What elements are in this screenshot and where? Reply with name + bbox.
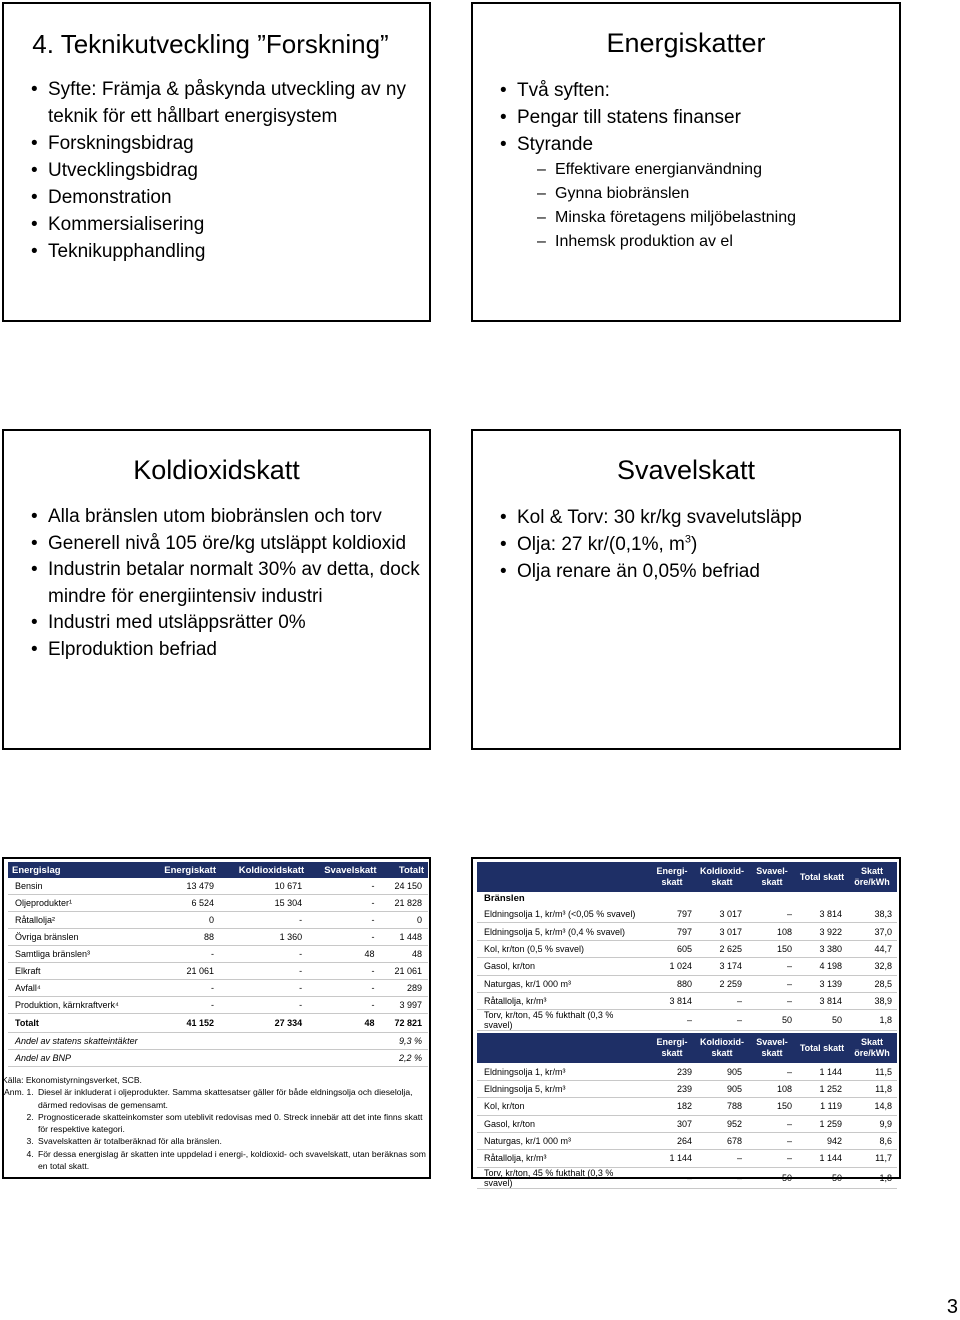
table-cell: 239: [647, 1080, 697, 1097]
table-cell: 8,6: [847, 1132, 897, 1149]
annotations: [4, 1086, 429, 1172]
table-cell: –: [747, 1150, 797, 1167]
table-cell: -: [220, 946, 308, 963]
revenue-table: [8, 862, 428, 1067]
table-cell: Andel av BNP: [8, 1050, 381, 1067]
table-cell: 37,0: [847, 923, 897, 940]
table-header-row: [8, 862, 428, 878]
table-cell: -: [220, 980, 308, 997]
table-row: [8, 963, 428, 980]
table-cell: -: [308, 963, 380, 980]
table-cell: 3 814: [797, 992, 847, 1009]
table-cell: -: [148, 946, 220, 963]
bullet-list: [497, 77, 899, 254]
table-cell: Elkraft: [8, 963, 148, 980]
table-cell: 44,7: [847, 940, 897, 957]
bullet-list: [28, 76, 429, 265]
bullet: • Syfte: Främja & påskynda utveckling av ny teknik för ett hållbart energisystem: [28, 76, 429, 130]
table-cell: Torv, kr/ton, 45 % fukthalt (0,3 % svavel): [477, 1167, 647, 1188]
table-cell: 1 144: [647, 1150, 697, 1167]
table-cell: Torv, kr/ton, 45 % fukthalt (0,3 % svavel): [477, 1010, 647, 1031]
column-header: Total skatt: [799, 1042, 845, 1053]
table-cell: Oljeprodukter¹: [8, 895, 148, 912]
table-cell: –: [747, 975, 797, 992]
table-cell: -: [308, 895, 380, 912]
table-cell: 239: [647, 1063, 697, 1080]
bullet: • Teknikupphandling: [28, 238, 429, 265]
table-row: [8, 946, 428, 963]
table-header-row: [477, 862, 897, 892]
table-cell: 14,8: [847, 1098, 897, 1115]
table-cell: 38,9: [847, 992, 897, 1009]
table-cell: 3 017: [697, 923, 747, 940]
table-cell: –: [747, 906, 797, 923]
table-cell: 2 259: [697, 975, 747, 992]
bullet: • Industrin betalar normalt 30% av detta, dock mindre för energiintensiv industri: [28, 557, 429, 610]
table-cell: 264: [647, 1132, 697, 1149]
sub-bullet: – Minska företagens miljöbelastning: [497, 206, 899, 230]
bullet-text: Olja: 27 kr/(0,1%, m: [517, 534, 685, 555]
table-cell: 307: [647, 1115, 697, 1132]
table-row: [8, 912, 428, 929]
table-cell: 32,8: [847, 958, 897, 975]
column-header: Energislag: [8, 862, 148, 878]
table-cell: -: [308, 997, 380, 1014]
slide-title: 4. Teknikutveckling ”Forskning”: [32, 29, 389, 59]
slide-title: Energiskatter: [606, 28, 766, 58]
table-cell: 9,3 %: [381, 1033, 428, 1050]
bullet: • Kommersialisering: [28, 211, 429, 238]
table-row: [477, 1098, 897, 1115]
sub-bullet: – Effektivare energianvändning: [497, 158, 899, 182]
table-cell: 11,7: [847, 1150, 897, 1167]
table-row: [8, 980, 428, 997]
table-cell: 2 625: [697, 940, 747, 957]
table-cell: 3 814: [797, 906, 847, 923]
table-cell: 880: [647, 975, 697, 992]
table-cell: -: [308, 929, 380, 946]
bullet: • Styrande: [497, 131, 899, 158]
table-cell: 788: [697, 1098, 747, 1115]
bullet: • Alla bränslen utom biobränslen och torv: [28, 504, 429, 531]
table-share-row: [8, 1033, 428, 1050]
table-cell: 1 024: [647, 958, 697, 975]
table-cell: Råtallolja, kr/m³: [477, 1150, 647, 1167]
table-row: [8, 895, 428, 912]
annotation-item: 2. Prognosticerade skatteinkomster som uteblivit redovisas med 0. Streck innebär att det inte finns skatt för respektive kategori.: [36, 1111, 429, 1136]
column-header: Skatt öre/kWh: [854, 866, 890, 887]
table-cell: Samtliga bränslen³: [8, 946, 148, 963]
table-cell: 48: [381, 946, 428, 963]
table-row: [8, 997, 428, 1014]
table-cell: -: [220, 963, 308, 980]
table-cell: 27 334: [220, 1014, 308, 1033]
rates-table: [477, 906, 897, 1031]
table-cell: -: [148, 980, 220, 997]
table-row: [8, 929, 428, 946]
bullet: • Utvecklingsbidrag: [28, 157, 429, 184]
rates-table: [477, 1063, 897, 1188]
table-cell: 1 144: [797, 1150, 847, 1167]
table-cell: 942: [797, 1132, 847, 1149]
table-cell: Eldningsolja 5, kr/m³ (0,4 % svavel): [477, 923, 647, 940]
table-cell: 605: [647, 940, 697, 957]
table-cell: –: [647, 1010, 697, 1031]
source-note: Källa: Ekonomistyrningsverket, SCB.: [2, 1075, 142, 1085]
slide-title: Svavelskatt: [616, 455, 756, 485]
table-cell: 1 360: [220, 929, 308, 946]
superscript: 3: [684, 533, 692, 546]
table-cell: Övriga bränslen: [8, 929, 148, 946]
table-cell: 108: [747, 923, 797, 940]
table-cell: 1 144: [797, 1063, 847, 1080]
table-cell: 48: [308, 1014, 380, 1033]
column-header: Energi-skatt: [656, 866, 688, 887]
table-cell: 3 380: [797, 940, 847, 957]
table-cell: 10 671: [220, 878, 308, 895]
table-cell: 905: [697, 1080, 747, 1097]
table-row: [477, 1115, 897, 1132]
table-cell: 108: [747, 1080, 797, 1097]
table-cell: 2,2 %: [381, 1050, 428, 1067]
table-row: [477, 958, 897, 975]
annotation-item: 1. Diesel är inkluderat i oljeprodukter. Samma skattesatser gäller för både eldningsolja och dieselolja, därmed redovisas de gemensamt.: [36, 1086, 429, 1111]
table-total-row: [8, 1014, 428, 1033]
table-cell: 797: [647, 906, 697, 923]
table-cell: -: [220, 912, 308, 929]
table-cell: Andel av statens skatteintäkter: [8, 1033, 381, 1050]
column-header: Koldioxidskatt: [220, 862, 308, 878]
bullet: • Pengar till statens finanser: [497, 104, 899, 131]
table-row: [477, 940, 897, 957]
table-cell: Bensin: [8, 878, 148, 895]
table-cell: 48: [308, 946, 380, 963]
table-cell: Gasol, kr/ton: [477, 1115, 647, 1132]
table-cell: 41 152: [148, 1014, 220, 1033]
table-cell: -: [220, 997, 308, 1014]
table-cell: –: [647, 1167, 697, 1188]
table-cell: 1,8: [847, 1010, 897, 1031]
table-row: [477, 923, 897, 940]
table-cell: 1 448: [381, 929, 428, 946]
column-header: Koldioxid-skatt: [700, 1037, 744, 1059]
column-header: Svavel-skatt: [756, 866, 788, 887]
table-row: [477, 992, 897, 1009]
bullet: [497, 531, 899, 558]
annotation-list: [26, 1086, 429, 1172]
table-cell: 50: [747, 1010, 797, 1031]
table-group-2: [477, 1033, 897, 1188]
table-cell: 21 061: [381, 963, 428, 980]
table-row: [477, 1080, 897, 1097]
column-header: Total skatt: [799, 871, 845, 882]
table-cell: Kol, kr/ton: [477, 1098, 647, 1115]
table-cell: 24 150: [381, 878, 428, 895]
table-cell: 50: [797, 1167, 847, 1188]
table-cell: 1,8: [847, 1167, 897, 1188]
table-cell: 11,8: [847, 1080, 897, 1097]
table-row: [8, 878, 428, 895]
table-cell: 88: [148, 929, 220, 946]
annotation-item: 3. Svavelskatten är totalberäknad för alla bränslen.: [36, 1135, 429, 1147]
table-cell: 3 174: [697, 958, 747, 975]
table-cell: –: [747, 1115, 797, 1132]
table-notes: [4, 1074, 429, 1172]
page-number: 3: [946, 1296, 958, 1318]
table-cell: 150: [747, 1098, 797, 1115]
table-cell: -: [308, 912, 380, 929]
table-cell: Kol, kr/ton (0,5 % svavel): [477, 940, 647, 957]
table-cell: Eldningsolja 1, kr/m³ (<0,05 % svavel): [477, 906, 647, 923]
table-row: [477, 1132, 897, 1149]
group-label: Bränslen: [484, 893, 525, 904]
table-cell: 21 828: [381, 895, 428, 912]
table-group-1: [477, 862, 897, 1031]
table-cell: 678: [697, 1132, 747, 1149]
bullet: • Demonstration: [28, 184, 429, 211]
table-cell: Produktion, kärnkraftverk⁴: [8, 997, 148, 1014]
table-cell: 21 061: [148, 963, 220, 980]
table-cell: Råtallolja, kr/m³: [477, 992, 647, 1009]
bullet: • Kol & Torv: 30 kr/kg svavelutsläpp: [497, 504, 899, 531]
column-header: Svavel-skatt: [756, 1037, 788, 1059]
table-cell: –: [697, 1167, 747, 1188]
slide-teknikutveckling: [2, 2, 431, 322]
table-cell: 0: [148, 912, 220, 929]
table-row: [477, 975, 897, 992]
table-cell: 3 139: [797, 975, 847, 992]
table-row: [477, 1150, 897, 1167]
table-cell: –: [747, 1063, 797, 1080]
table-cell: 72 821: [381, 1014, 428, 1033]
bullet-text: ): [691, 534, 698, 555]
table-cell: 28,5: [847, 975, 897, 992]
table-cell: Totalt: [8, 1014, 148, 1033]
table-cell: Naturgas, kr/1 000 m³: [477, 975, 647, 992]
table-cell: Gasol, kr/ton: [477, 958, 647, 975]
table-cell: 905: [697, 1063, 747, 1080]
table-cell: 15 304: [220, 895, 308, 912]
table-cell: 3 017: [697, 906, 747, 923]
table-cell: 11,5: [847, 1063, 897, 1080]
table-cell: 3 814: [647, 992, 697, 1009]
bullet: • Elproduktion befriad: [28, 637, 429, 664]
bullet: • Industri med utsläppsrätter 0%: [28, 610, 429, 637]
table-cell: 3 997: [381, 997, 428, 1014]
column-header: Totalt: [381, 862, 428, 878]
slide-koldioxidskatt: [2, 429, 431, 750]
table-cell: 1 119: [797, 1098, 847, 1115]
table-cell: 13 479: [148, 878, 220, 895]
energy-tax-revenue-table: [2, 857, 431, 1179]
table-cell: 38,3: [847, 906, 897, 923]
bullet: • Generell nivå 105 öre/kg utsläppt koldioxid: [28, 531, 429, 558]
table-body: [8, 878, 428, 1067]
sub-bullet: – Gynna biobränslen: [497, 182, 899, 206]
table-cell: –: [697, 992, 747, 1009]
sub-bullet: – Inhemsk produktion av el: [497, 230, 899, 254]
table-cell: Eldningsolja 5, kr/m³: [477, 1080, 647, 1097]
table-cell: 797: [647, 923, 697, 940]
table-cell: –: [697, 1150, 747, 1167]
tax-rates-table: [471, 857, 901, 1188]
table-cell: 50: [747, 1167, 797, 1188]
table-cell: 3 922: [797, 923, 847, 940]
table-row: [477, 1010, 897, 1031]
column-header: Koldioxid-skatt: [700, 866, 744, 887]
bullet-list: [497, 504, 899, 585]
table-cell: 50: [797, 1010, 847, 1031]
table-cell: Naturgas, kr/1 000 m³: [477, 1132, 647, 1149]
column-header: Skatt öre/kWh: [854, 1037, 890, 1059]
table-header-row: [477, 1033, 897, 1063]
column-header: Svavelskatt: [308, 862, 380, 878]
table-cell: 1 259: [797, 1115, 847, 1132]
table-cell: 6 524: [148, 895, 220, 912]
table-cell: -: [308, 980, 380, 997]
table-cell: –: [747, 1132, 797, 1149]
table-cell: 4 198: [797, 958, 847, 975]
slide-svavelskatt: [471, 429, 901, 750]
table-cell: 0: [381, 912, 428, 929]
table-cell: 150: [747, 940, 797, 957]
column-header: Energi-skatt: [656, 1037, 688, 1059]
bullet-list: [28, 504, 429, 663]
table-cell: Råtallolja²: [8, 912, 148, 929]
table-cell: -: [308, 878, 380, 895]
bullet: • Forskningsbidrag: [28, 130, 429, 157]
table-cell: 289: [381, 980, 428, 997]
table-cell: –: [747, 992, 797, 1009]
bullet: • Olja renare än 0,05% befriad: [497, 558, 899, 585]
table-row: [477, 1167, 897, 1188]
table-row: [477, 1063, 897, 1080]
slide-energiskatter: [471, 2, 901, 322]
table-cell: –: [697, 1010, 747, 1031]
table-cell: Eldningsolja 1, kr/m³: [477, 1063, 647, 1080]
table-cell: –: [747, 958, 797, 975]
column-header: Energiskatt: [148, 862, 220, 878]
slide-title: Koldioxidskatt: [133, 455, 300, 485]
table-cell: 9,9: [847, 1115, 897, 1132]
table-cell: -: [148, 997, 220, 1014]
table-share-row: [8, 1050, 428, 1067]
table-cell: 182: [647, 1098, 697, 1115]
table-cell: 952: [697, 1115, 747, 1132]
bullet: • Två syften:: [497, 77, 899, 104]
table-cell: Avfall⁴: [8, 980, 148, 997]
table-cell: 1 252: [797, 1080, 847, 1097]
annotation-label: Anm.: [4, 1087, 25, 1098]
table-row: [477, 906, 897, 923]
annotation-item: 4. För dessa energislag är skatten inte uppdelad i energi-, koldioxid- och svavelskatt, utan beräknas som en total skatt.: [36, 1148, 429, 1173]
